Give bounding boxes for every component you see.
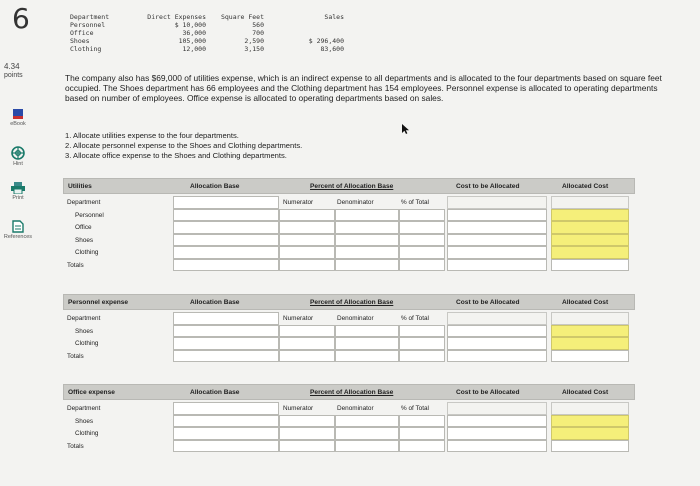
step-2: 2. Allocate personnel expense to the Shoes and Clothing departments.: [65, 141, 303, 150]
cost-to-allocate-input-totals[interactable]: [447, 440, 547, 453]
given-row-shoes: [70, 37, 344, 45]
numerator-input-shoes[interactable]: [279, 325, 335, 338]
pct-total-input-clothing[interactable]: [399, 427, 445, 440]
print-tool[interactable]: [2, 182, 34, 201]
given-cell: 105,000: [178, 37, 206, 45]
numerator-input-shoes[interactable]: [279, 415, 335, 428]
allocated-cost-input-clothing[interactable]: [551, 427, 629, 440]
numerator-input-totals[interactable]: [279, 350, 335, 363]
pct-total-input-totals[interactable]: [399, 259, 445, 272]
hint-tool[interactable]: [2, 146, 34, 167]
points-label: points: [4, 72, 23, 79]
numerator-input-clothing[interactable]: [279, 427, 335, 440]
given-cell: $ 10,000: [174, 21, 206, 29]
numerator-input-totals[interactable]: [279, 440, 335, 453]
allocation-base-input-shoes[interactable]: [173, 234, 279, 247]
cost-to-allocate-input-clothing[interactable]: [447, 246, 547, 259]
numerator-input-office[interactable]: [279, 221, 335, 234]
pct-total-input-office[interactable]: [399, 221, 445, 234]
allocation-base-input[interactable]: [173, 196, 279, 209]
row-label-shoes: Shoes: [75, 417, 94, 425]
allocation-base-header: Allocation Base: [190, 299, 240, 306]
given-cell: Office: [70, 29, 94, 37]
cost-to-allocate-input-clothing[interactable]: [447, 337, 547, 350]
denominator-input-totals[interactable]: [335, 350, 399, 363]
allocated-header-spacer: [551, 312, 629, 325]
given-header-department: Department: [70, 13, 110, 21]
pct-total-input-totals[interactable]: [399, 440, 445, 453]
denominator-input-totals[interactable]: [335, 440, 399, 453]
allocated-cost-input-totals[interactable]: [551, 259, 629, 272]
print-icon: [11, 182, 25, 194]
pct-total-label: % of Total: [401, 199, 429, 206]
section-header: [63, 294, 635, 310]
hint-label: Hint: [13, 161, 23, 167]
given-cell: 2,590: [244, 37, 264, 45]
row-label-office: Office: [75, 224, 92, 231]
pct-total-input-clothing[interactable]: [399, 337, 445, 350]
cost-to-allocate-input-totals[interactable]: [447, 259, 547, 272]
department-label: Department: [67, 315, 101, 322]
given-data-table: [70, 13, 344, 53]
allocation-base-input-totals[interactable]: [173, 259, 279, 272]
row-label-clothing: Clothing: [75, 249, 99, 256]
totals-label: Totals: [67, 261, 84, 269]
denominator-input-clothing[interactable]: [335, 427, 399, 440]
pct-total-input-shoes[interactable]: [399, 325, 445, 338]
section-header: [63, 178, 635, 194]
cost-to-allocate-input-shoes[interactable]: [447, 234, 547, 247]
given-cell: [264, 29, 344, 37]
numerator-input-clothing[interactable]: [279, 246, 335, 259]
allocation-base-input-clothing[interactable]: [173, 246, 279, 259]
hint-icon: [11, 146, 25, 160]
allocated-cost-input-personnel[interactable]: [551, 209, 629, 222]
percent-allocation-base-header: Percent of Allocation Base: [310, 389, 394, 396]
row-label-clothing: Clothing: [75, 340, 99, 347]
allocation-base-input-personnel[interactable]: [173, 209, 279, 222]
cost-to-allocate-input-personnel[interactable]: [447, 209, 547, 222]
references-tool[interactable]: [2, 220, 34, 240]
cost-header-spacer: [447, 312, 547, 325]
points-display: [4, 62, 32, 80]
cost-to-be-allocated-header: Cost to be Allocated: [456, 389, 520, 396]
allocation-base-input-clothing[interactable]: [173, 427, 279, 440]
numerator-input-personnel[interactable]: [279, 209, 335, 222]
given-cell: 3,150: [244, 45, 264, 53]
numerator-input-shoes[interactable]: [279, 234, 335, 247]
denominator-input-totals[interactable]: [335, 259, 399, 272]
section-title: Office expense: [68, 389, 115, 396]
given-header-direct-expenses: Direct Expenses: [147, 13, 206, 21]
allocated-cost-input-totals[interactable]: [551, 440, 629, 453]
denominator-label: Denominator: [337, 405, 374, 412]
references-label: References: [3, 234, 33, 240]
denominator-input-office[interactable]: [335, 221, 399, 234]
numerator-label: Numerator: [283, 315, 314, 322]
allocation-base-input[interactable]: [173, 402, 279, 415]
allocated-cost-input-shoes[interactable]: [551, 415, 629, 428]
numerator-label: Numerator: [283, 199, 314, 206]
totals-label: Totals: [67, 352, 84, 360]
given-cell: [264, 21, 344, 29]
given-cell: 560: [252, 21, 264, 29]
given-row-clothing: [70, 45, 344, 53]
allocated-cost-header: Allocated Cost: [562, 183, 609, 190]
pct-total-input-shoes[interactable]: [399, 415, 445, 428]
cost-to-be-allocated-header: Cost to be Allocated: [456, 183, 520, 190]
department-label: Department: [67, 405, 101, 412]
allocation-base-input-shoes[interactable]: [173, 325, 279, 338]
given-header-row: [70, 13, 344, 21]
section-header: [63, 384, 635, 400]
allocation-base-header: Allocation Base: [190, 183, 240, 190]
numerator-label: Numerator: [283, 405, 314, 412]
ebook-label: eBook: [10, 121, 26, 127]
cost-to-allocate-input-totals[interactable]: [447, 350, 547, 363]
allocated-cost-input-totals[interactable]: [551, 350, 629, 363]
cost-to-allocate-input-shoes[interactable]: [447, 325, 547, 338]
pct-total-input-clothing[interactable]: [399, 246, 445, 259]
ebook-icon: [12, 108, 24, 120]
allocated-cost-input-shoes[interactable]: [551, 234, 629, 247]
given-cell: Clothing: [70, 45, 102, 53]
references-icon: [12, 220, 24, 233]
totals-label: Totals: [67, 442, 84, 450]
section-title: Utilities: [68, 183, 92, 190]
section-title: Personnel expense: [68, 299, 129, 306]
row-label-personnel: Personnel: [75, 211, 104, 219]
cost-to-allocate-input-office[interactable]: [447, 221, 547, 234]
denominator-input-shoes[interactable]: [335, 325, 399, 338]
allocation-base-input-totals[interactable]: [173, 440, 279, 453]
given-cell: 83,600: [320, 45, 344, 53]
given-row-personnel: [70, 21, 344, 29]
given-header-square-feet: Square Feet: [220, 13, 264, 21]
allocated-header-spacer: [551, 402, 629, 415]
cost-header-spacer: [447, 196, 547, 209]
given-cell: $ 296,400: [308, 37, 344, 45]
pct-total-label: % of Total: [401, 315, 429, 322]
pct-total-label: % of Total: [401, 405, 429, 412]
given-row-office: [70, 29, 344, 37]
question-number: 6: [12, 2, 30, 35]
cost-header-spacer: [447, 402, 547, 415]
allocation-base-input-office[interactable]: [173, 221, 279, 234]
pct-total-input-personnel[interactable]: [399, 209, 445, 222]
denominator-input-shoes[interactable]: [335, 234, 399, 247]
cost-to-allocate-input-shoes[interactable]: [447, 415, 547, 428]
cost-to-allocate-input-clothing[interactable]: [447, 427, 547, 440]
department-label: Department: [67, 199, 101, 206]
given-cell: 700: [252, 29, 264, 37]
allocation-base-input[interactable]: [173, 312, 279, 325]
given-header-sales: Sales: [324, 13, 344, 21]
allocated-cost-input-clothing[interactable]: [551, 246, 629, 259]
denominator-label: Denominator: [337, 315, 374, 322]
allocation-base-input-totals[interactable]: [173, 350, 279, 363]
given-cell: Personnel: [70, 21, 106, 29]
percent-allocation-base-header: Percent of Allocation Base: [310, 299, 394, 306]
allocated-cost-input-office[interactable]: [551, 221, 629, 234]
problem-description: The company also has $69,000 of utilities expense, which is an indirect expense to all departments and is allocated to the four departments based on square feet occupied. The Shoes department has 66 employees and the Clothing department has 154 employees. Personnel expense is allocated to operating departments based on number of employees. Office expense is allocated to operating departments based on sales.: [65, 73, 662, 103]
given-cell: Shoes: [70, 37, 90, 45]
allocation-base-input-shoes[interactable]: [173, 415, 279, 428]
numerator-input-clothing[interactable]: [279, 337, 335, 350]
allocated-header-spacer: [551, 196, 629, 209]
ebook-tool[interactable]: [2, 108, 34, 127]
row-label-shoes: Shoes: [75, 236, 94, 244]
print-label: Print: [12, 195, 24, 201]
step-1: 1. Allocate utilities expense to the four departments.: [65, 131, 239, 140]
percent-allocation-base-header: Percent of Allocation Base: [310, 183, 394, 190]
allocated-cost-input-clothing[interactable]: [551, 337, 629, 350]
row-label-shoes: Shoes: [75, 327, 94, 335]
numerator-input-totals[interactable]: [279, 259, 335, 272]
points-value: 4.34: [4, 62, 20, 71]
allocated-cost-header: Allocated Cost: [562, 299, 609, 306]
pct-total-input-totals[interactable]: [399, 350, 445, 363]
allocated-cost-header: Allocated Cost: [562, 389, 609, 396]
pct-total-input-shoes[interactable]: [399, 234, 445, 247]
mouse-cursor-icon: [402, 124, 410, 134]
denominator-input-clothing[interactable]: [335, 246, 399, 259]
instruction-steps: [65, 131, 302, 161]
step-3: 3. Allocate office expense to the Shoes and Clothing departments.: [65, 151, 287, 160]
cost-to-be-allocated-header: Cost to be Allocated: [456, 299, 520, 306]
denominator-input-clothing[interactable]: [335, 337, 399, 350]
given-cell: 36,000: [182, 29, 206, 37]
allocation-base-input-clothing[interactable]: [173, 337, 279, 350]
denominator-label: Denominator: [337, 199, 374, 206]
given-cell: 12,000: [182, 45, 206, 53]
denominator-input-shoes[interactable]: [335, 415, 399, 428]
allocated-cost-input-shoes[interactable]: [551, 325, 629, 338]
allocation-base-header: Allocation Base: [190, 389, 240, 396]
row-label-clothing: Clothing: [75, 430, 99, 437]
denominator-input-personnel[interactable]: [335, 209, 399, 222]
